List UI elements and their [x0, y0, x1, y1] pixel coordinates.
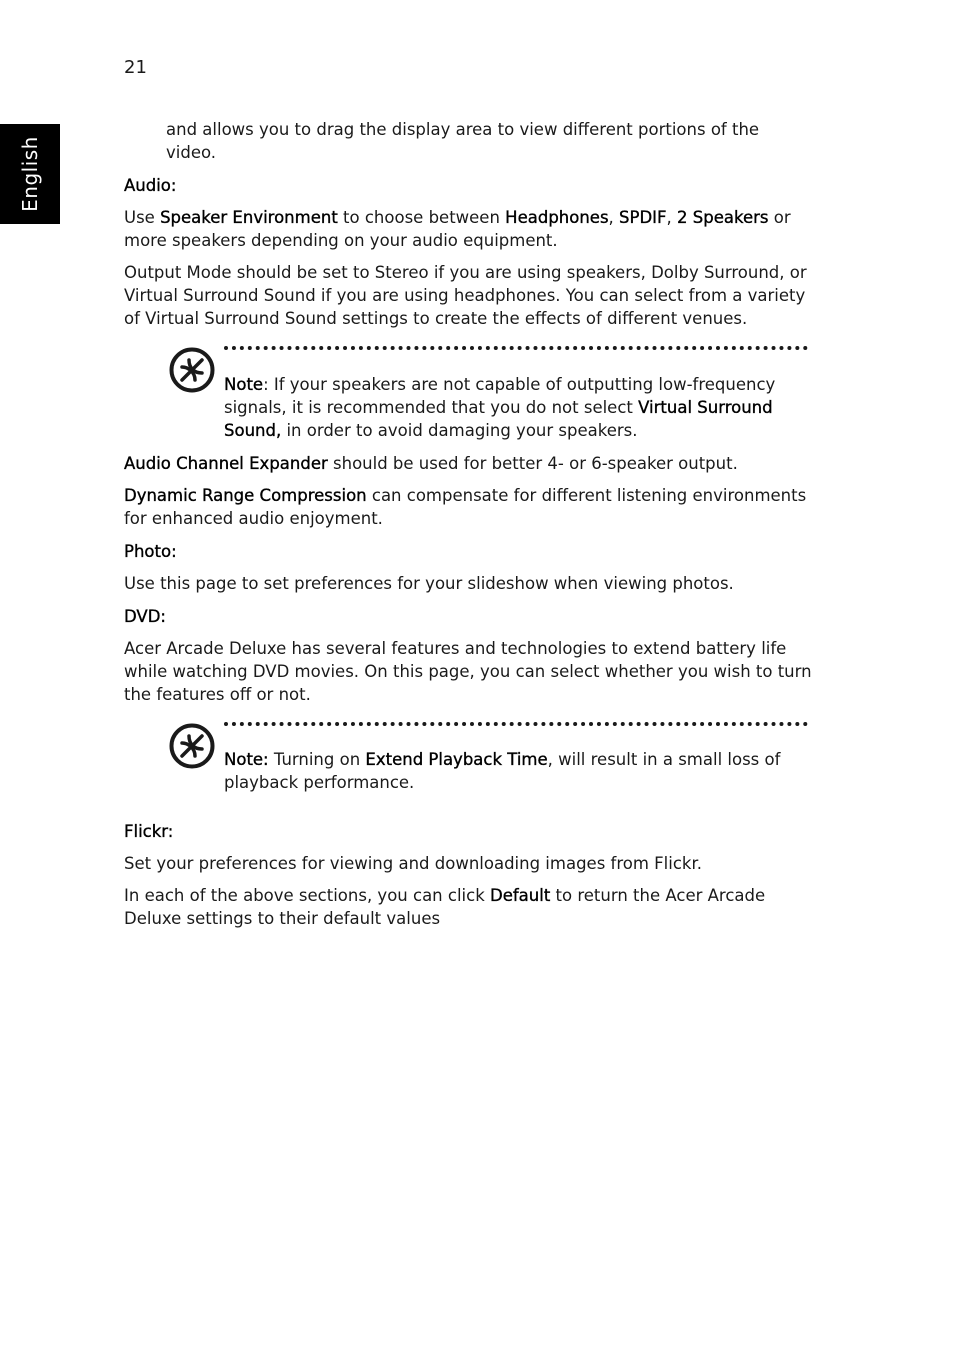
two-speakers-term: 2 Speakers — [677, 208, 769, 227]
audio-paragraph-3 — [124, 452, 814, 475]
text: to return the Acer Arcade Deluxe settings to their default values — [124, 886, 766, 928]
text: Use — [124, 208, 161, 227]
dvd-note-text — [224, 748, 804, 794]
audio-paragraph-1 — [124, 206, 814, 252]
default-term: Default — [490, 886, 551, 905]
text: Turning on — [268, 750, 366, 769]
text: in order to avoid damaging your speakers. — [281, 421, 638, 440]
note-label: Note — [224, 375, 264, 394]
page-number: 21 — [124, 57, 147, 78]
flickr-heading: Flickr: — [124, 822, 174, 841]
photo-heading: Photo: — [124, 542, 177, 561]
audio-note — [168, 346, 814, 442]
intro-continuation: and allows you to drag the display area to view different portions of the video. — [166, 120, 760, 162]
dvd-paragraph: Acer Arcade Deluxe has several features and technologies to extend battery life while watching DVD movies. On this page, you can select whether you wish to turn the features off or not. — [124, 639, 812, 704]
note-icon — [168, 346, 216, 394]
dvd-note — [168, 722, 814, 794]
audio-paragraph-4 — [124, 484, 814, 530]
text: or more speakers depending on your audio equipment. — [124, 208, 791, 250]
note-icon — [168, 722, 216, 770]
dvd-heading: DVD: — [124, 607, 166, 626]
text: , — [666, 208, 678, 227]
flickr-paragraph-1: Set your preferences for viewing and downloading images from Flickr. — [124, 854, 702, 873]
photo-paragraph: Use this page to set preferences for your slideshow when viewing photos. — [124, 574, 734, 593]
headphones-term: Headphones — [505, 208, 609, 227]
text: , — [608, 208, 620, 227]
virtual-surround-term: Virtual Surround Sound, — [224, 398, 773, 440]
text: , will result in a small loss of playback performance. — [224, 750, 781, 792]
text: can compensate for different listening environments for enhanced audio enjoyment. — [124, 486, 807, 528]
text: : If your speakers are not capable of outputting low-frequency signals, it is recommended that you do not select — [224, 375, 776, 417]
text: should be used for better 4- or 6-speaker output. — [327, 454, 738, 473]
note-label: Note: — [224, 750, 269, 769]
audio-note-text — [224, 373, 804, 442]
page-content — [124, 118, 814, 930]
audio-paragraph-2: Output Mode should be set to Stereo if you are using speakers, Dolby Surround, or Virtual Surround Sound if you are using headphones. You can select from a variety of Virtual Surround Sound settings to create the effects of different venues. — [124, 263, 807, 328]
language-tab — [0, 124, 60, 224]
spdif-term: SPDIF — [619, 208, 667, 227]
dynamic-range-compression-term: Dynamic Range Compression — [124, 486, 367, 505]
note-dotted-rule — [224, 722, 808, 726]
language-tab-label: English — [18, 136, 42, 212]
audio-channel-expander-term: Audio Channel Expander — [124, 454, 328, 473]
text: In each of the above sections, you can click — [124, 886, 490, 905]
flickr-paragraph-2 — [124, 884, 814, 930]
text: to choose between — [337, 208, 506, 227]
speaker-environment-term: Speaker Environment — [160, 208, 338, 227]
audio-heading: Audio: — [124, 176, 177, 195]
extend-playback-time-term: Extend Playback Time — [365, 750, 548, 769]
note-dotted-rule — [224, 346, 808, 350]
